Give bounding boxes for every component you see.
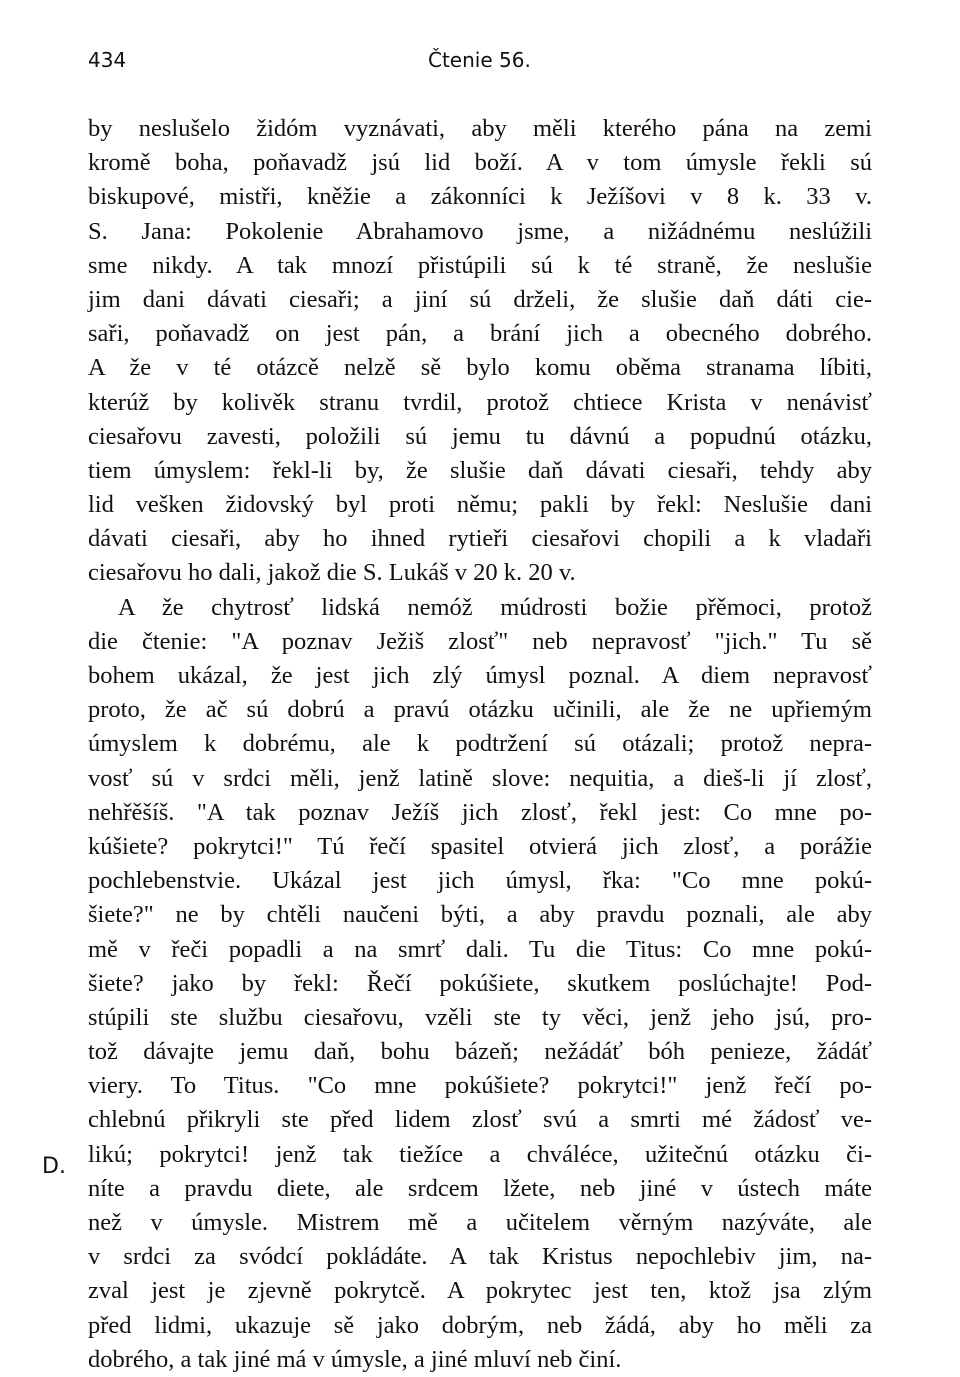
text-line: tiem úmyslem: řekl-li by, že slušie daň dávati ciesaři, tehdy aby xyxy=(88,456,872,484)
text-line: pochlebenstvie. Ukázal jest jich úmysl, řka: "Co mne pokú- xyxy=(88,867,872,895)
text-line: sme nikdy. A tak mnozí přistúpili sú k té straně, že neslušie xyxy=(88,251,872,279)
page-number: 434 xyxy=(88,48,127,72)
text-line: stúpili ste službu ciesařovu, vzěli ste ty věci, jenž jeho jsú, pro- xyxy=(88,1003,872,1031)
text-line: dobrého, a tak jiné má v úmysle, a jiné mluví neb činí. xyxy=(88,1345,622,1373)
running-title: Čtenie 56. xyxy=(428,48,531,72)
body-text xyxy=(88,112,872,1377)
text-line: ciesařovu ho dali, jakož die S. Lukáš v 20 k. 20 v. xyxy=(88,559,576,587)
text-line: A že v té otázcě nelzě sě bylo komu oběma stranama líbiti, xyxy=(88,354,872,382)
text-line: níte a pravdu diete, ale srdcem lžete, neb jiné v ústech máte xyxy=(88,1174,872,1202)
text-line: chlebnú přikryli ste před lidem zlosť svú a smrti mé žádosť ve- xyxy=(88,1106,872,1134)
text-line: viery. To Titus. "Co mne pokúšiete? pokrytci!" jenž řečí po- xyxy=(88,1072,872,1100)
text-line: než v úmysle. Mistrem mě a učitelem věrným nazýváte, ale xyxy=(88,1209,872,1236)
text-line: vosť sú v srdci měli, jenž latině slove: nequitia, a dieš-li jí zlosť, xyxy=(88,764,872,792)
text-line: biskupové, mistři, kněžie a zákonníci k Ježíšovi v 8 k. 33 v. xyxy=(88,183,872,211)
text-line: bohem ukázal, že jest jich zlý úmysl poznal. A diem nepravosť xyxy=(88,662,872,689)
text-line: nehřěšíš. "A tak poznav Ježíš jich zlosť, řekl jest: Co mne po- xyxy=(88,798,872,826)
text-line: dávati ciesaři, aby ho ihned rytieři ciesařovi chopili a k vladaři xyxy=(88,525,872,553)
text-line: šiete?" ne by chtěli naučeni býti, a aby pravdu poznali, ale aby xyxy=(88,901,872,929)
text-line: A že chytrosť lidská nemóž múdrosti božie přěmoci, protož xyxy=(118,593,872,621)
text-line: ciesařovu zavesti, položili sú jemu tu dávnú a popudnú otázku, xyxy=(88,422,872,450)
text-line: likú; pokrytci! jenž tak tiežíce a chválécе, užitečnú otázku či- xyxy=(88,1140,872,1168)
text-line: šiete? jako by řekl: Řečí pokúšiete, skutkem poslúchajte! Pod- xyxy=(88,969,872,997)
margin-letter: D. xyxy=(42,1154,66,1179)
text-line: proto, že ač sú dobrú a pravú otázku učinili, ale že ne upřiemým xyxy=(88,696,872,724)
paragraph-1 xyxy=(88,112,872,591)
text-line: S. Jana: Pokolenie Abrahamovo jsme, a nižádnému neslúžili xyxy=(88,217,872,245)
text-line: tož dávajte jemu daň, bohu bázeň; nežádáť bóh penieze, žádáť xyxy=(88,1038,872,1066)
text-line: by neslušelo židóm vyznávati, aby měli kterého pána na zemi xyxy=(88,115,872,142)
text-line: v srdci za svódcí pokládáte. A tak Kristus nepochlebiv jim, na- xyxy=(88,1243,872,1271)
text-line: die čtenie: "A poznav Ježiš zlosť" neb nepravosť "jich." Tu sě xyxy=(88,627,872,655)
paragraph-2 xyxy=(88,591,872,1377)
text-line: kúšiete? pokrytci!" Tú řečí spasitel otvierá jich zlosť, a porážie xyxy=(88,832,872,860)
text-line: úmyslem k dobrému, ale k podtržení sú otázali; protož nepra- xyxy=(88,730,872,758)
text-line: jim dani dávati ciesaři; a jiní sú drželi, že slušie daň dáti cie- xyxy=(88,285,872,313)
page-header xyxy=(88,42,872,78)
text-line: kromě boha, poňavadž jsú lid boží. A v tom úmysle řekli sú xyxy=(88,149,872,177)
text-line: saři, poňavadž on jest pán, a brání jich a obecného dobrého. xyxy=(88,320,872,348)
text-line: kterúž by kolivěk stranu tvrdil, protož chtiece Krista v nenávisť xyxy=(88,388,872,416)
text-line: mě v řeči popadli a na smrť dali. Tu die Titus: Co mne pokú- xyxy=(88,935,872,963)
text-line: před lidmi, ukazuje sě jako dobrým, neb žádá, aby ho měli za xyxy=(88,1311,872,1339)
text-line: zval jest je zjevně pokrytcě. A pokrytec jest ten, ktož jsa zlým xyxy=(88,1277,872,1305)
text-line: lid vešken židovský byl proti němu; pakli by řekl: Neslušie dani xyxy=(88,491,872,519)
